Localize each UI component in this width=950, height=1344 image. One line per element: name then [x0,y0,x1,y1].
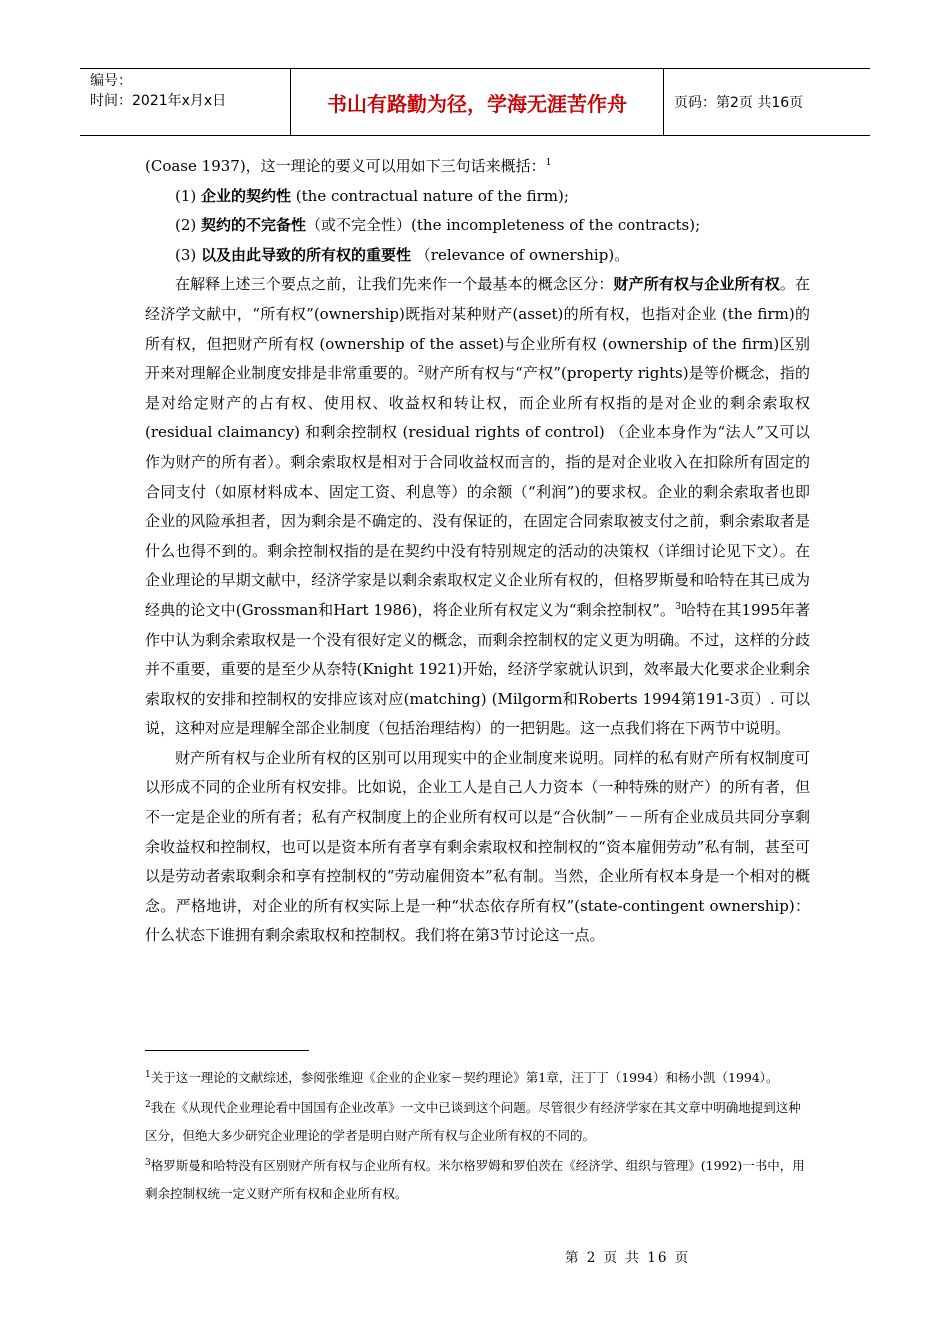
time-label: 时间：2021年x月x日 [90,93,227,109]
footnote-2: $^2$我在《从现代企业理论看中国国有企业改革》一文中已谈到这个问题。尽管很少有经济学家在其文章中明确地提到这种区分，但绝大多少研究企业理论的学者是明白财产所有权与企业所有权的不同的。 [145,1099,801,1143]
header-left-cell [80,69,291,135]
paragraph-1: 在解释上述三个要点之前，让我们先来作一个最基本的概念区分：财产所有权与企业所有权。在经济学文献中，“所有权”(ownership)既指对某种财产(asset)的所有权，也指对企业 (the firm)的所有权，但把财产所有权 (ownership of the asset)与企业所有权 (ownership of the firm)区别开来对理解企业制度安排是非常重要的。$^2$财产所有权与“产权”(property rights)是等价概念，指的是对给定财产的占有权、使用权、收益权和转让权，而企业所有权指的是对企业的剩余索取权 (residual claimancy) 和剩余控制权 (residual rights of control) （企业本身作为“法人”又可以作为财产的所有者）。剩余索取权是相对于合同收益权而言的，指的是对企业收入在扣除所有固定的合同支付（如原材料成本、固定工资、利息等）的余额（“利润”)的要求权。企业的剩余索取者也即企业的风险承担者，因为剩余是不确定的、没有保证的，在固定合同索取被支付之前，剩余索取者是什么也得不到的。剩余控制权指的是在契约中没有特别规定的活动的决策权（详细讨论见下文）。在企业理论的早期文献中，经济学家是以剩余索取权定义企业所有权的，但格罗斯曼和哈特在其已成为经典的论文中(Grossman和Hart 1986)，将企业所有权定义为“剩余控制权”。$^3$哈特在其1995年著作中认为剩余索取权是一个没有很好定义的概念，而剩余控制权的定义更为明确。不过，这样的分歧并不重要，重要的是至少从奈特(Knight 1921)开始，经济学家就认识到，效率最大化要求企业剩余索取权的安排和控制权的安排应该对应(matching) (Milgorm和Roberts 1994第191-3页）. 可以说，这种对应是理解全部企业制度（包括治理结构）的一把钥匙。这一点我们将在下两节中说明。 [145,275,810,738]
footnote-ref-2[interactable]: 2 [418,365,424,376]
page-footer: 第 2 页 共 16 页 [565,1250,691,1266]
footnote-ref-1[interactable]: 1 [545,158,552,168]
intro-paragraph: (Coase 1937)，这一理论的要义可以用如下三句话来概括：$^1$ [145,157,552,175]
code-label: 编号： [90,73,132,89]
list-item-3: (3) 以及由此导致的所有权的重要性 （relevance of ownership)。 [175,245,630,264]
header-motto: 书山有路勤为径，学海无涯苦作舟 [291,69,664,135]
header-page-label: 页码：第2页 共16页 [674,95,804,111]
list-item-2: (2) 契约的不完备性（或不完全性）(the incompleteness of the contracts); [175,216,701,235]
footnotes [145,1064,810,1210]
page-header [80,68,870,136]
footnote-ref-3[interactable]: 3 [675,601,681,612]
footnote-divider [145,1050,309,1051]
main-text [145,152,810,951]
footnote-3: $^3$格罗斯曼和哈特没有区别财产所有权与企业所有权。米尔格罗姆和罗伯茨在《经济学、组织与管理》(1992)一书中，用剩余控制权统一定义财产所有权和企业所有权。 [145,1157,805,1201]
list-item-1: (1) 企业的契约性 (the contractual nature of the firm); [175,186,569,205]
footnote-1: $^1$关于这一理论的文献综述，参阅张维迎《企业的企业家－契约理论》第1章，汪丁丁（1994）和杨小凯（1994）。 [145,1069,779,1085]
paragraph-2: 财产所有权与企业所有权的区别可以用现实中的企业制度来说明。同样的私有财产所有权制度可以形成不同的企业所有权安排。比如说，企业工人是自己人力资本（一种特殊的财产）的所有者，但不一定是企业的所有者；私有产权制度上的企业所有权可以是“合伙制”－－所有企业成员共同分享剩余收益权和控制权，也可以是资本所有者享有剩余索取权和控制权的“资本雇佣劳动”私有制，甚至可以是劳动者索取剩余和享有控制权的“劳动雇佣资本”私有制。当然，企业所有权本身是一个相对的概念。严格地讲，对企业的所有权实际上是一种“状态依存所有权”(state-contingent ownership)：什么状态下谁拥有剩余索取权和控制权。我们将在第3节讨论这一点。 [145,748,810,945]
